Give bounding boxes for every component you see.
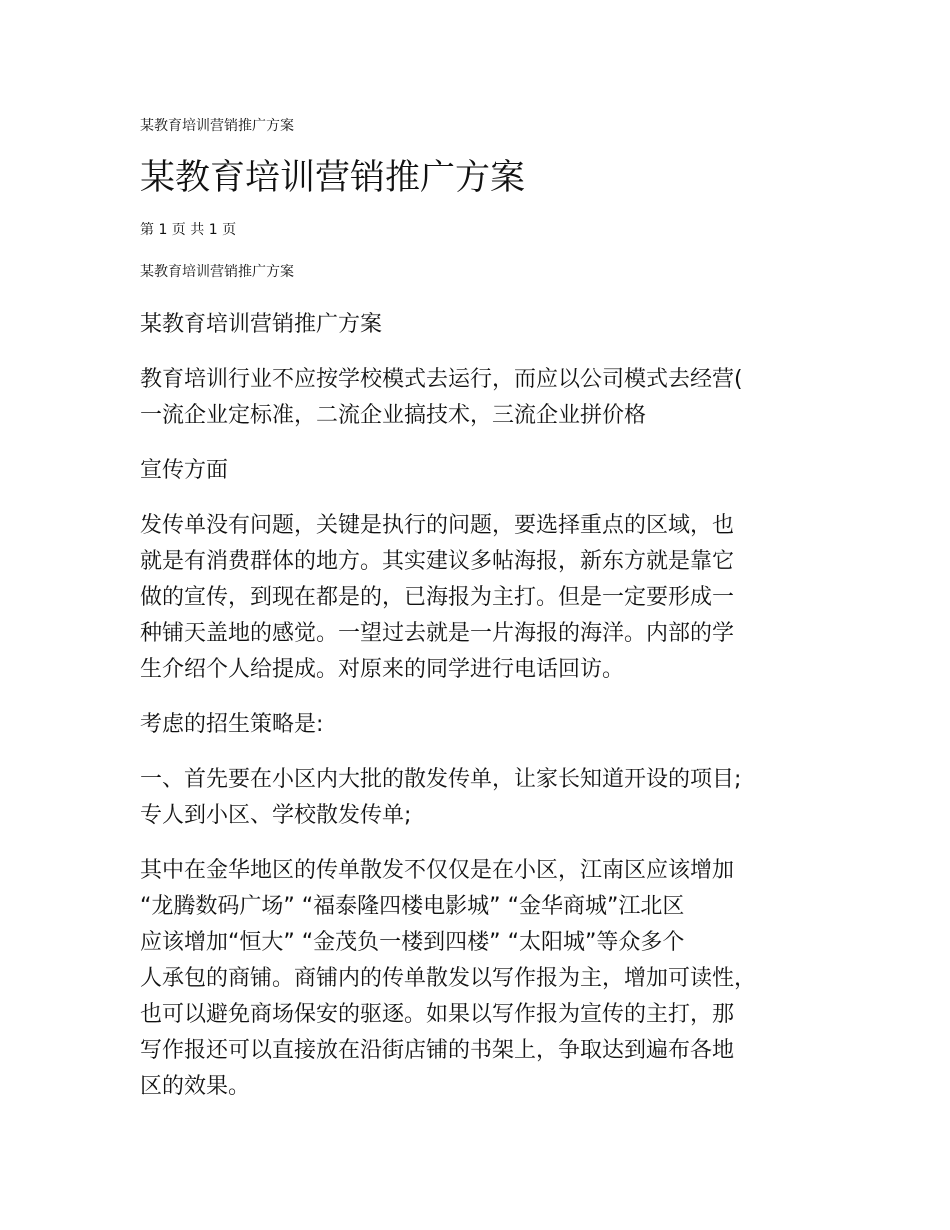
text-line: 做的宣传，到现在都是的，已海报为主打。但是一定要形成一 (140, 585, 735, 610)
text-line: 某教育培训营销推广方案 (140, 312, 383, 337)
text-line: “龙腾数码广场” “福泰隆四楼电影城” “金华商城”江北区 (140, 894, 685, 919)
text-line: 生介绍个人给提成。对原来的同学进行电话回访。 (140, 657, 625, 682)
text-line: 区的效果。 (140, 1074, 251, 1099)
document-title: 某教育培训营销推广方案 (140, 158, 526, 198)
text-line: 应该增加“恒大” “金茂负一楼到四楼” “太阳城”等众多个 (140, 930, 685, 955)
paragraph-strategy-one (140, 762, 820, 834)
page-indicator: 第 1 页 共 1 页 (140, 222, 237, 238)
paragraph-heading (140, 307, 820, 343)
paragraph-strategy-label (140, 707, 820, 743)
text-line: 种铺天盖地的感觉。一望过去就是一片海报的海洋。内部的学 (140, 621, 735, 646)
running-header: 某教育培训营销推广方案 (140, 118, 294, 134)
text-line: 也可以避免商场保安的驱逐。如果以写作报为宣传的主打，那 (140, 1002, 735, 1027)
paragraph-intro (140, 362, 820, 434)
text-line: 就是有消费群体的地方。其实建议多帖海报，新东方就是靠它 (140, 549, 735, 574)
text-line: 宣传方面 (140, 458, 229, 483)
text-line: 一、首先要在小区内大批的散发传单，让家长知道开设的项目; (140, 767, 742, 792)
paragraph-jinhua (140, 853, 820, 1105)
text-line: 专人到小区、学校散发传单; (140, 803, 412, 828)
text-line: 其中在金华地区的传单散发不仅仅是在小区，江南区应该增加 (140, 858, 735, 883)
text-line: 一流企业定标准，二流企业搞技术，三流企业拼价格 (140, 403, 647, 428)
document-body (140, 307, 820, 1124)
paragraph-flyers (140, 508, 820, 688)
text-line: 写作报还可以直接放在沿街店铺的书架上，争取达到遍布各地 (140, 1038, 735, 1063)
text-line: 发传单没有问题，关键是执行的问题，要选择重点的区域，也 (140, 513, 735, 538)
text-line: 人承包的商铺。商铺内的传单散发以写作报为主，增加可读性， (140, 966, 757, 991)
section-heading-publicity (140, 453, 820, 489)
text-line: 教育培训行业不应按学校模式去运行，而应以公司模式去经营( (140, 367, 743, 392)
running-header-secondary: 某教育培训营销推广方案 (140, 264, 294, 280)
text-line: 考虑的招生策略是: (140, 712, 324, 737)
